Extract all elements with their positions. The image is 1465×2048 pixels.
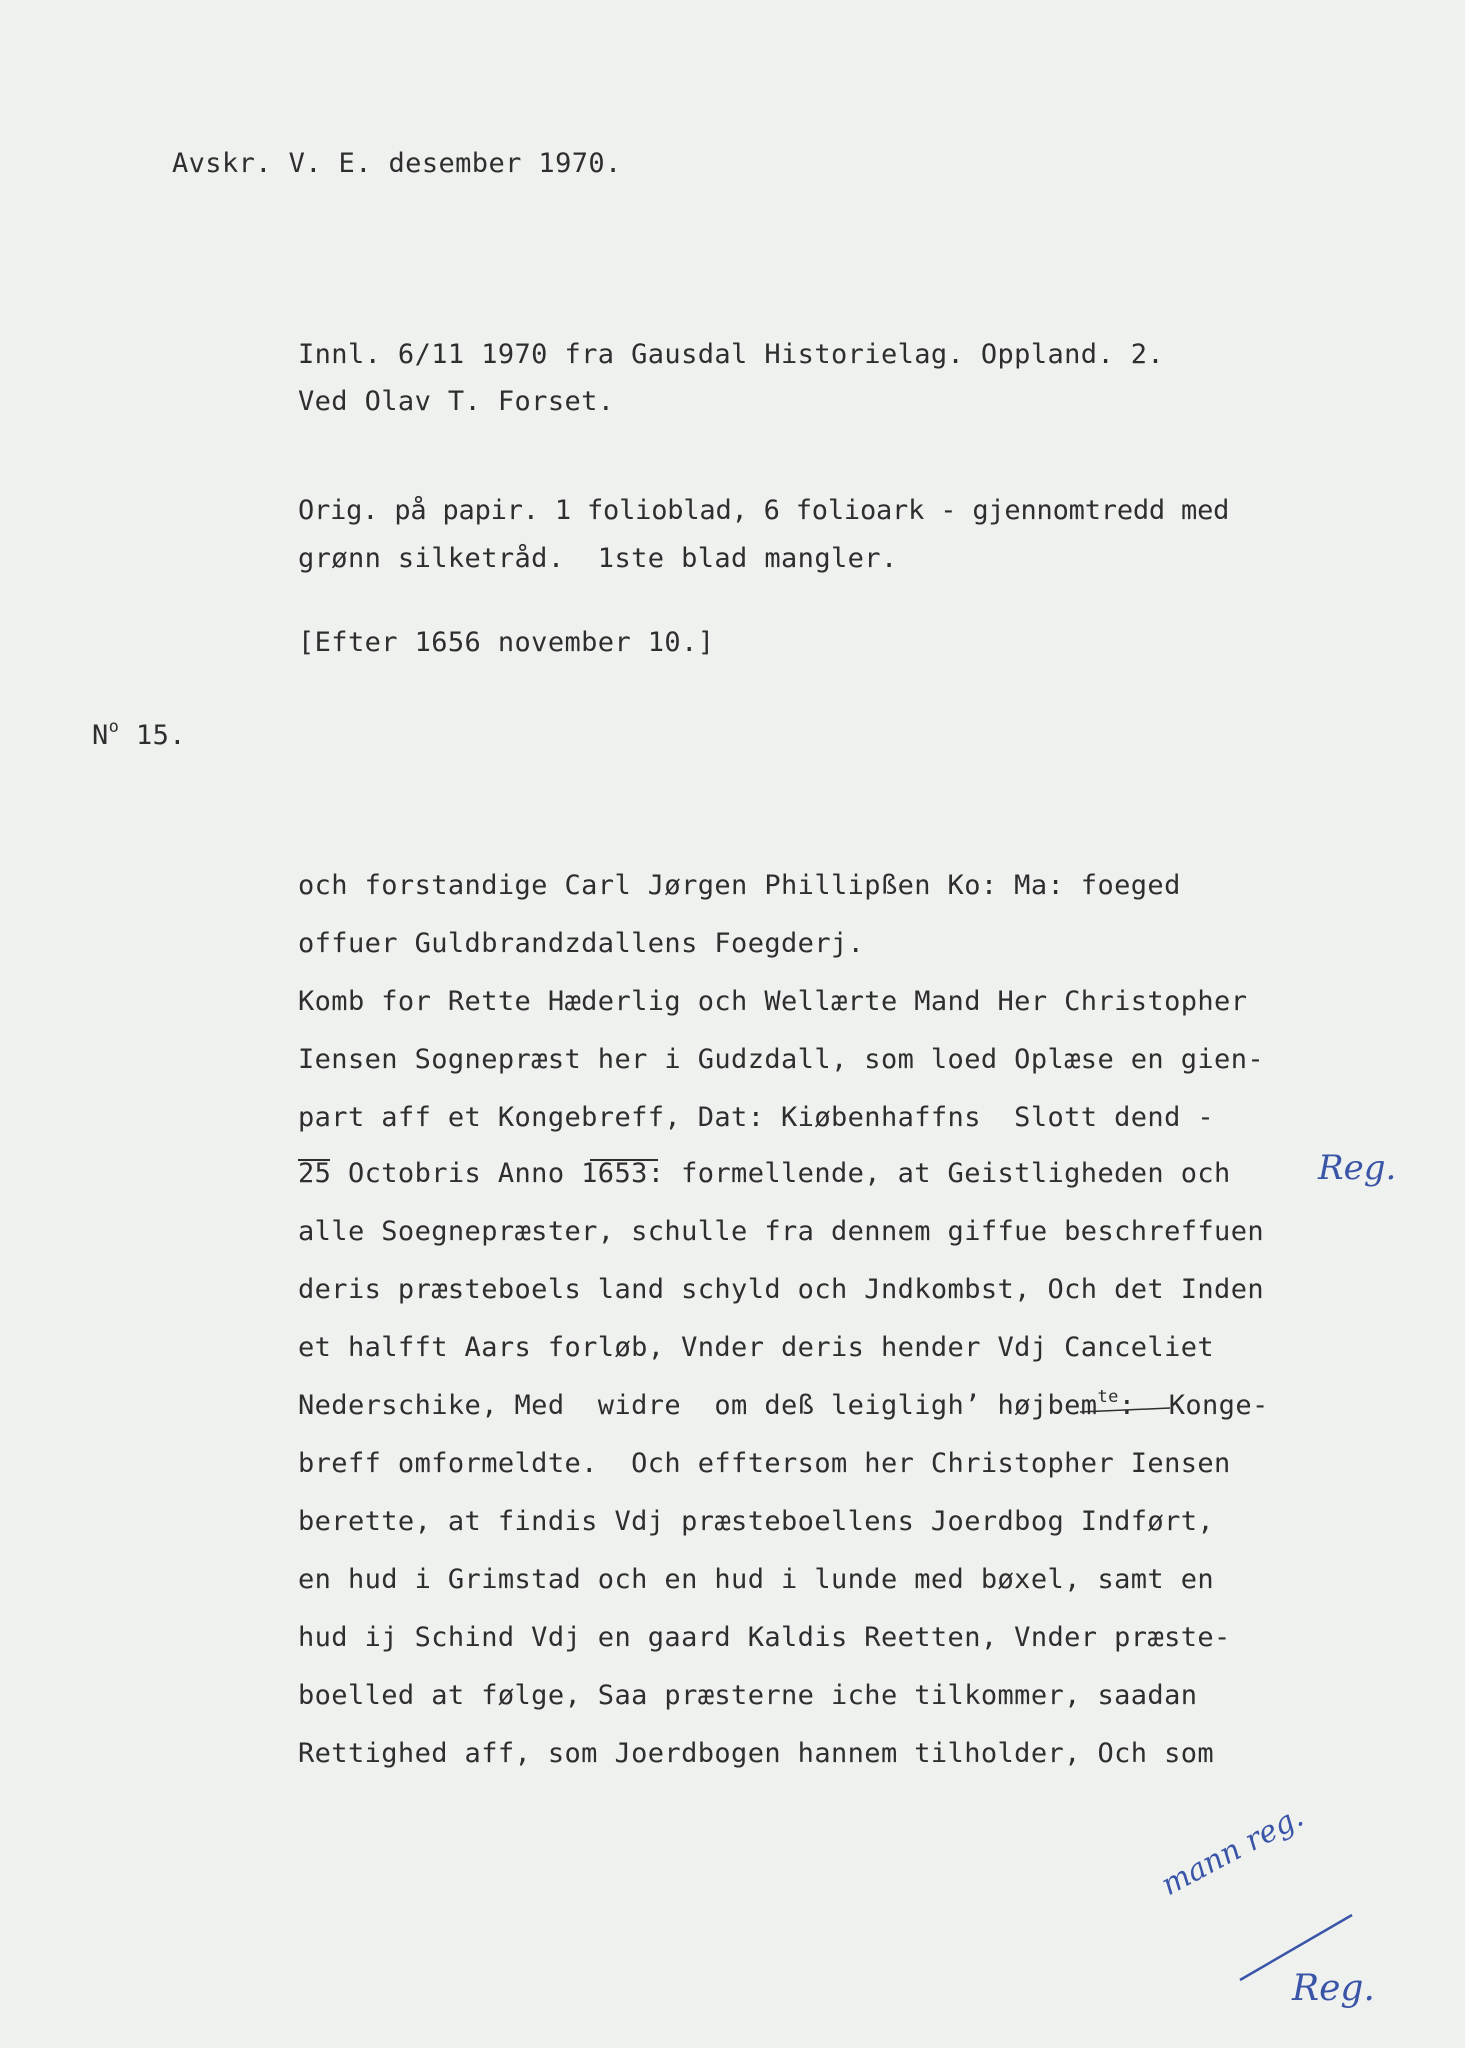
body-line-4: Iensen Sognepræst her i Gudzdall, som loed Oplæse en gien- — [298, 1044, 1265, 1075]
body-line-7: alle Soegnepræster, schulle fra dennem giffue beschreffuen — [298, 1216, 1265, 1247]
bottom-handwritten-note: mann reg. — [1155, 1799, 1310, 1903]
body-line-15: boelled at følge, Saa præsterne iche tilkommer, saadan — [298, 1680, 1198, 1711]
body-line-10-part-2: : Konge- — [1118, 1390, 1269, 1421]
body-line-10-part-1: Nederschike, Med widre om deß leigligh’ højbem — [298, 1390, 1098, 1421]
body-line-12: berette, at findis Vdj præsteboellens Joerdbog Indført, — [298, 1506, 1215, 1537]
body-line-13: en hud i Grimstad och en hud i lunde med bøxel, samt en — [298, 1564, 1215, 1595]
body-line-14: hud ij Schind Vdj en gaard Kaldis Reetten, Vnder præste- — [298, 1622, 1231, 1653]
source-info-line-1: Innl. 6/11 1970 fra Gausdal Historielag. Oppland. 2. — [298, 339, 1165, 370]
body-line-16: Rettighed aff, som Joerdbogen hannem tilholder, Och som — [298, 1738, 1215, 1769]
body-line-5: part aff et Kongebreff, Dat: Kiøbenhaffns Slott dend - — [298, 1102, 1215, 1133]
source-info-line-3: Orig. på papir. 1 folioblad, 6 folioark - gjennomtredd med — [298, 495, 1230, 526]
source-info-line-4: grønn silketråd. 1ste blad mangler. — [298, 543, 898, 574]
document-number-value: 15. — [119, 720, 186, 751]
body-line-1: och forstandige Carl Jørgen Phillipßen Ko: Ma: foeged — [298, 870, 1181, 901]
body-line-9: et halfft Aars forløb, Vnder deris hender Vdj Canceliet — [298, 1332, 1215, 1363]
transcription-note: Avskr. V. E. desember 1970. — [172, 148, 622, 179]
body-line-3: Komb for Rette Hæderlig och Wellærte Mand Her Christopher — [298, 986, 1248, 1017]
source-info-line-2: Ved Olav T. Forset. — [298, 386, 615, 417]
body-line-6: 25 Octobris Anno 1653: formellende, at Geistligheden och — [298, 1158, 1231, 1189]
body-line-8: deris præsteboels land schyld och Jndkombst, Och det Inden — [298, 1274, 1265, 1305]
body-line-11: breff omformeldte. Och efftersom her Christopher Iensen — [298, 1448, 1231, 1479]
body-line-10-superscript: te — [1097, 1387, 1119, 1407]
bottom-reg-note: Reg. — [1292, 1968, 1375, 2009]
document-number-superscript: o — [108, 717, 120, 737]
document-number-prefix: N — [92, 720, 109, 751]
margin-reg-note: Reg. — [1318, 1148, 1397, 1188]
strike-mark — [1080, 1408, 1170, 1412]
body-line-2: offuer Guldbrandzdallens Foegderj. — [298, 928, 865, 959]
dating: [Efter 1656 november 10.] — [298, 627, 715, 658]
